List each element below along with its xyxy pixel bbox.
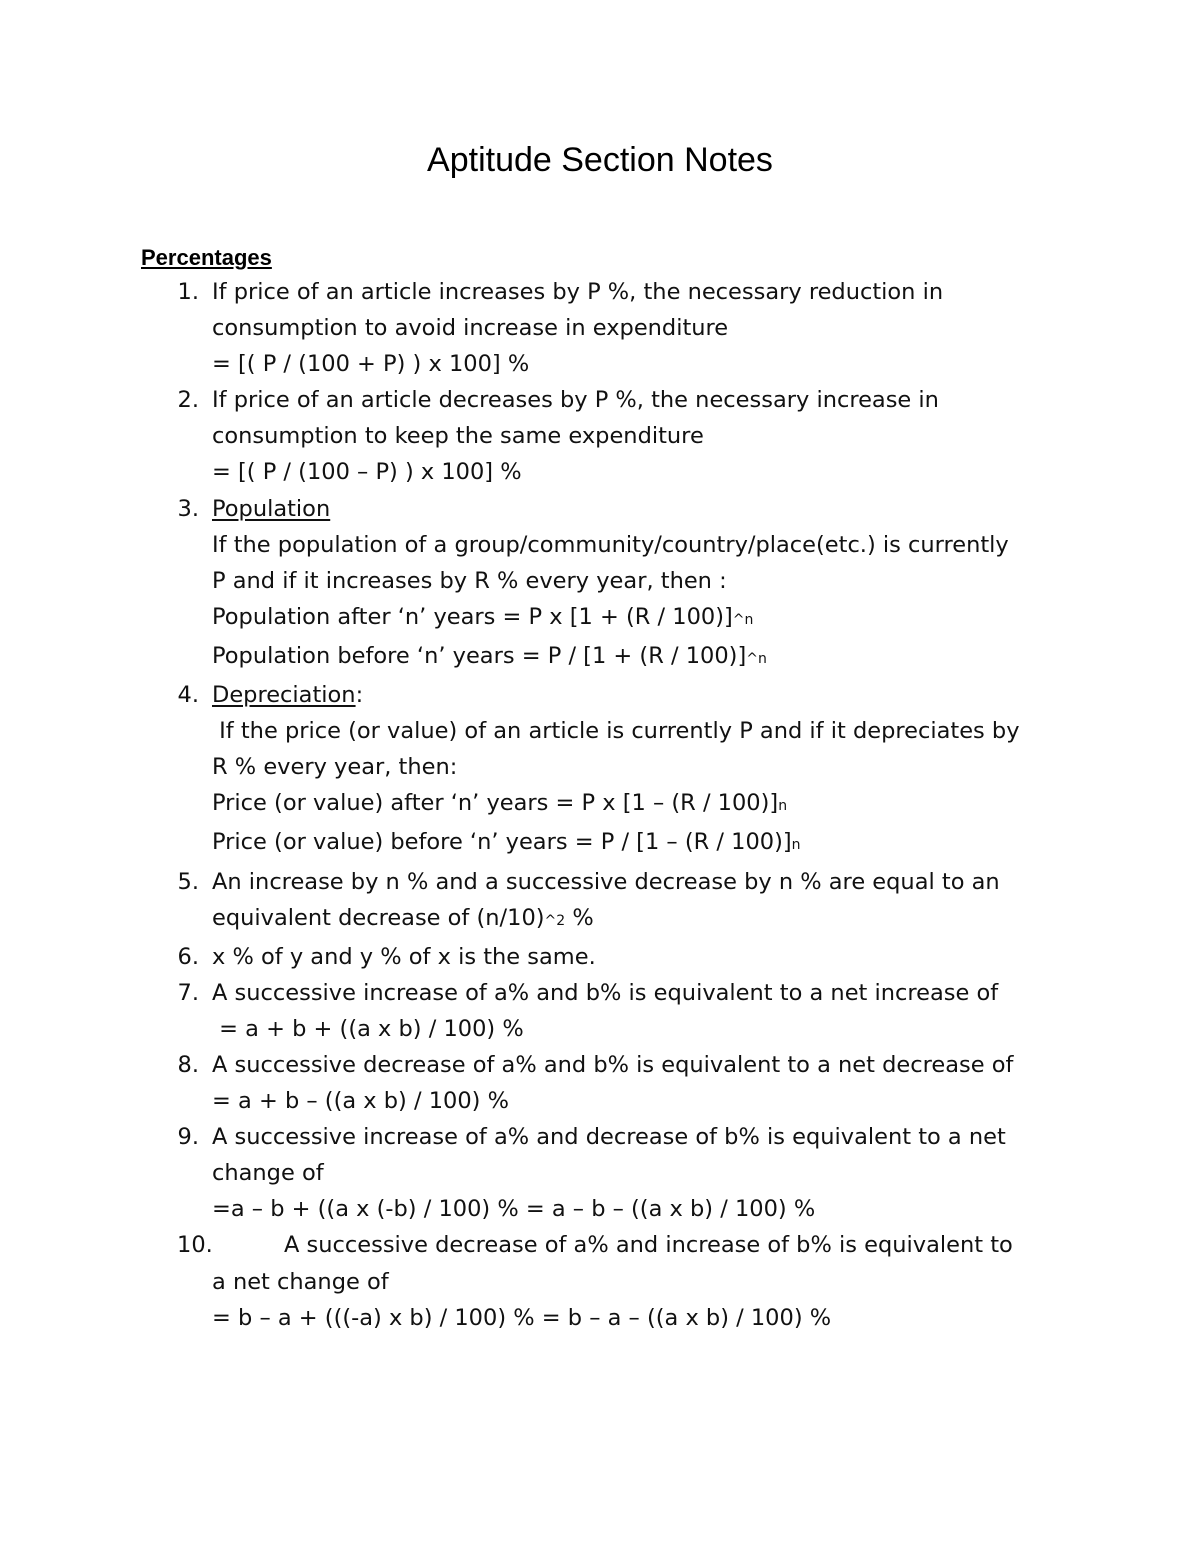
formula-text: Population after ‘n’ years = P x [1 + (R / 100)] — [212, 603, 733, 630]
page-title: Aptitude Section Notes — [427, 141, 773, 179]
list-item-line: If the price (or value) of an article is currently P and if it depreciates by — [212, 718, 1020, 745]
list-item-line: a net change of — [212, 1268, 389, 1295]
list-item-2 — [0, 382, 1200, 490]
formula-text: % — [565, 904, 594, 931]
list-item-8 — [0, 1047, 1200, 1119]
formula-exponent: n — [791, 837, 801, 854]
formula-exponent: ^n — [732, 611, 754, 628]
list-item-number: 1. — [177, 279, 199, 305]
formula-text: equivalent decrease of (n/10) — [212, 904, 545, 931]
list-item-1 — [0, 274, 1200, 382]
formula-line: = [( P / (100 – P) ) x 100] % — [212, 459, 522, 486]
list-item-line: A successive increase of a% and decrease of b% is equivalent to a net — [212, 1124, 1006, 1151]
list-item-number: 6. — [177, 943, 199, 970]
formula-line: =a – b + ((a x (-b) / 100) % = a – b – ((a x b) / 100) % — [212, 1196, 816, 1223]
list-item-line: consumption to keep the same expenditure — [212, 423, 704, 450]
list-item-number: 2. — [177, 387, 199, 414]
formula-exponent: ^2 — [544, 912, 566, 929]
formula-text: Price (or value) after ‘n’ years = P x [1 – (R / 100)] — [212, 790, 779, 817]
list-item-5 — [0, 864, 1200, 939]
subheading-line — [212, 677, 1200, 713]
list-item-line: P and if it increases by R % every year, then : — [212, 567, 727, 594]
list-item-6 — [0, 939, 1200, 975]
list-item-line: If price of an article increases by P %, the necessary reduction in — [212, 279, 944, 305]
list-item-3 — [0, 491, 1200, 677]
list-item-line: An increase by n % and a successive decrease by n % are equal to an — [212, 868, 1000, 895]
formula-line: = a + b – ((a x b) / 100) % — [212, 1088, 509, 1115]
list-item-line: If the population of a group/community/country/place(etc.) is currently — [212, 531, 1009, 558]
formula-line: = [( P / (100 + P) ) x 100] % — [212, 351, 530, 378]
subheading-population: Population — [212, 495, 331, 522]
list-item-number: 4. — [177, 682, 199, 709]
formula-line — [212, 599, 1200, 638]
list-item-line: R % every year, then: — [212, 754, 458, 781]
subheading-colon: : — [355, 682, 364, 709]
list-item-line: A successive decrease of a% and increase of b% is equivalent to — [284, 1232, 1013, 1259]
formula-line — [212, 900, 1200, 939]
formula-line: = b – a + (((-a) x b) / 100) % = b – a – ((a x b) / 100) % — [212, 1304, 832, 1331]
formula-line — [212, 785, 1200, 824]
subheading-depreciation: Depreciation — [212, 682, 356, 709]
list-item-line: A successive increase of a% and b% is equivalent to a net increase of — [212, 979, 999, 1006]
list-item-number: 7. — [177, 979, 199, 1006]
list-item-line: x % of y and y % of x is the same. — [212, 943, 596, 970]
list-item-9 — [0, 1119, 1200, 1227]
formula-line — [212, 638, 1200, 677]
list-item-line: change of — [212, 1160, 324, 1187]
list-item-number: 8. — [177, 1051, 199, 1078]
formula-line — [212, 824, 1200, 863]
list-item-line: A successive decrease of a% and b% is equivalent to a net decrease of — [212, 1051, 1014, 1078]
list-item-line: If price of an article decreases by P %, the necessary increase in — [212, 387, 939, 414]
formula-exponent: n — [778, 798, 788, 815]
list-item-7 — [0, 975, 1200, 1047]
formula-text: Population before ‘n’ years = P / [1 + (R / 100)] — [212, 642, 747, 669]
list-item-4 — [0, 677, 1200, 863]
list-item-number: 10. — [177, 1232, 213, 1259]
list-item-number: 5. — [177, 868, 199, 895]
list-item-number: 3. — [177, 495, 199, 522]
formula-text: Price (or value) before ‘n’ years = P / [1 – (R / 100)] — [212, 829, 792, 856]
formula-exponent: ^n — [746, 650, 767, 667]
formula-line: = a + b + ((a x b) / 100) % — [212, 1015, 524, 1042]
section-heading-percentages: Percentages — [141, 245, 272, 270]
list-item-line: consumption to avoid increase in expenditure — [212, 315, 729, 342]
list-item-number: 9. — [177, 1124, 199, 1151]
percentage-rules-list — [0, 274, 1200, 1336]
list-item-10 — [0, 1227, 1200, 1335]
